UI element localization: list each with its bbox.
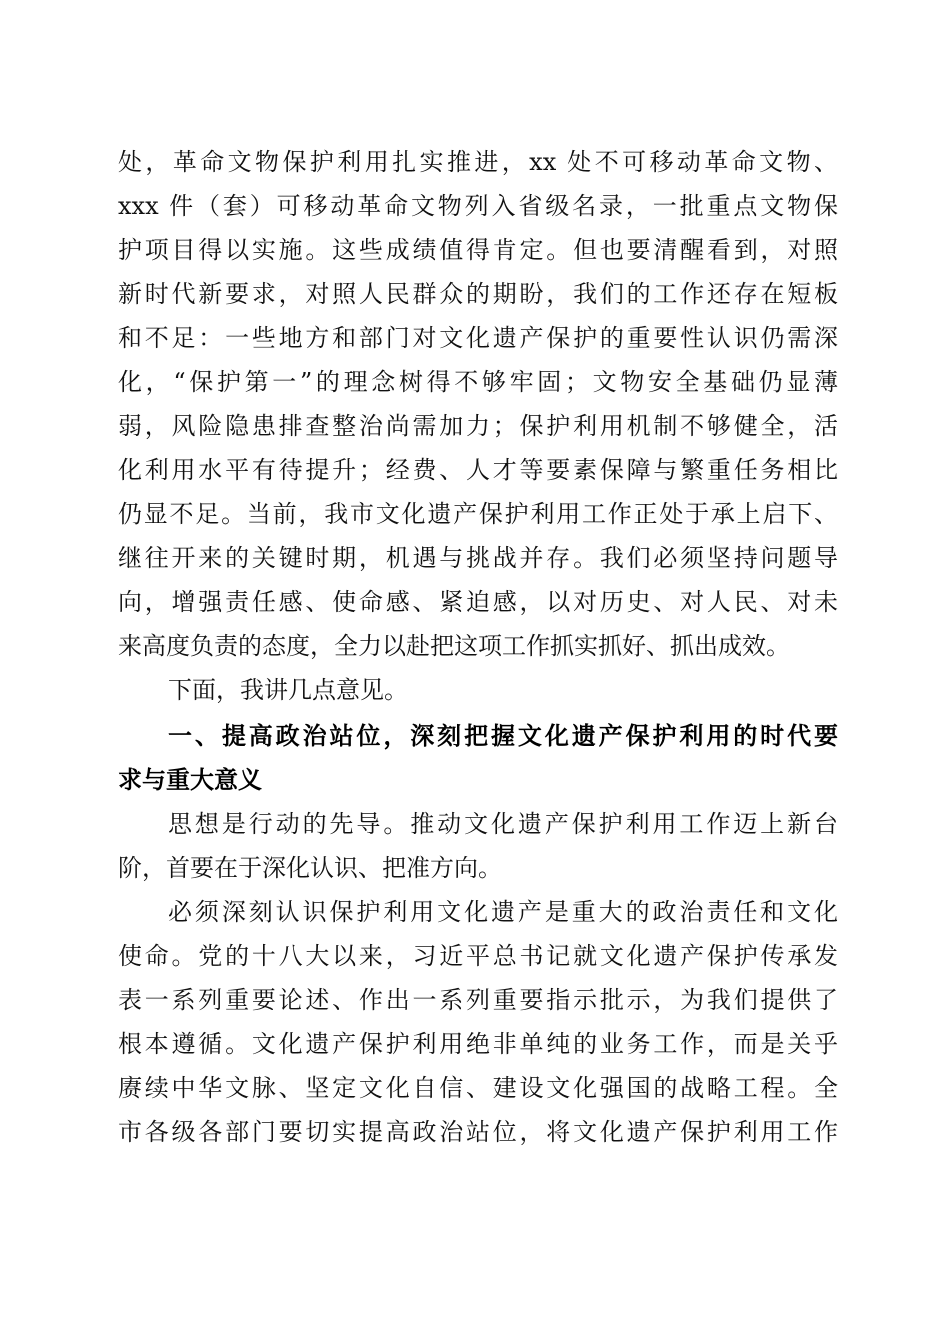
- body-text-line: 护项目得以实施。这些成绩值得肯定。但也要清醒看到，对照: [118, 236, 838, 264]
- body-text-line: 处，革命文物保护利用扎实推进，xx 处不可移动革命文物、: [118, 148, 838, 176]
- body-text-line: 化利用水平有待提升；经费、人才等要素保障与繁重任务相比: [118, 456, 838, 484]
- body-text-line: xxx 件（套）可移动革命文物列入省级名录，一批重点文物保: [118, 192, 838, 220]
- body-text-line: 来高度负责的态度，全力以赴把这项工作抓实抓好、抓出成效。: [118, 632, 790, 660]
- section-heading: 一、提高政治站位，深刻把握文化遗产保护利用的时代要: [168, 722, 838, 750]
- body-text-line: 阶，首要在于深化认识、把准方向。: [118, 854, 502, 882]
- body-text-line: 必须深刻认识保护利用文化遗产是重大的政治责任和文化: [168, 898, 838, 926]
- body-text-line: 继往开来的关键时期，机遇与挑战并存。我们必须坚持问题导: [118, 544, 838, 572]
- body-text-line: 和不足：一些地方和部门对文化遗产保护的重要性认识仍需深: [118, 324, 838, 352]
- body-text-line: 思想是行动的先导。推动文化遗产保护利用工作迈上新台: [168, 810, 838, 838]
- body-text-line: 下面，我讲几点意见。: [168, 676, 408, 704]
- body-text-line: 表一系列重要论述、作出一系列重要指示批示，为我们提供了: [118, 986, 838, 1014]
- body-text-line: 新时代新要求，对照人民群众的期盼，我们的工作还存在短板: [118, 280, 838, 308]
- body-text-line: 赓续中华文脉、坚定文化自信、建设文化强国的战略工程。全: [118, 1074, 838, 1102]
- body-text-line: 仍显不足。当前，我市文化遗产保护利用工作正处于承上启下、: [118, 500, 838, 528]
- body-text-line: 化，“保护第一”的理念树得不够牢固；文物安全基础仍显薄: [118, 368, 838, 396]
- body-text-line: 根本遵循。文化遗产保护利用绝非单纯的业务工作，而是关乎: [118, 1030, 838, 1058]
- body-text-line: 弱，风险隐患排查整治尚需加力；保护利用机制不够健全，活: [118, 412, 838, 440]
- body-text-line: 市各级各部门要切实提高政治站位，将文化遗产保护利用工作: [118, 1118, 838, 1146]
- section-heading: 求与重大意义: [118, 766, 262, 794]
- body-text-line: 使命。党的十八大以来，习近平总书记就文化遗产保护传承发: [118, 942, 838, 970]
- body-text-line: 向，增强责任感、使命感、紧迫感，以对历史、对人民、对未: [118, 588, 838, 616]
